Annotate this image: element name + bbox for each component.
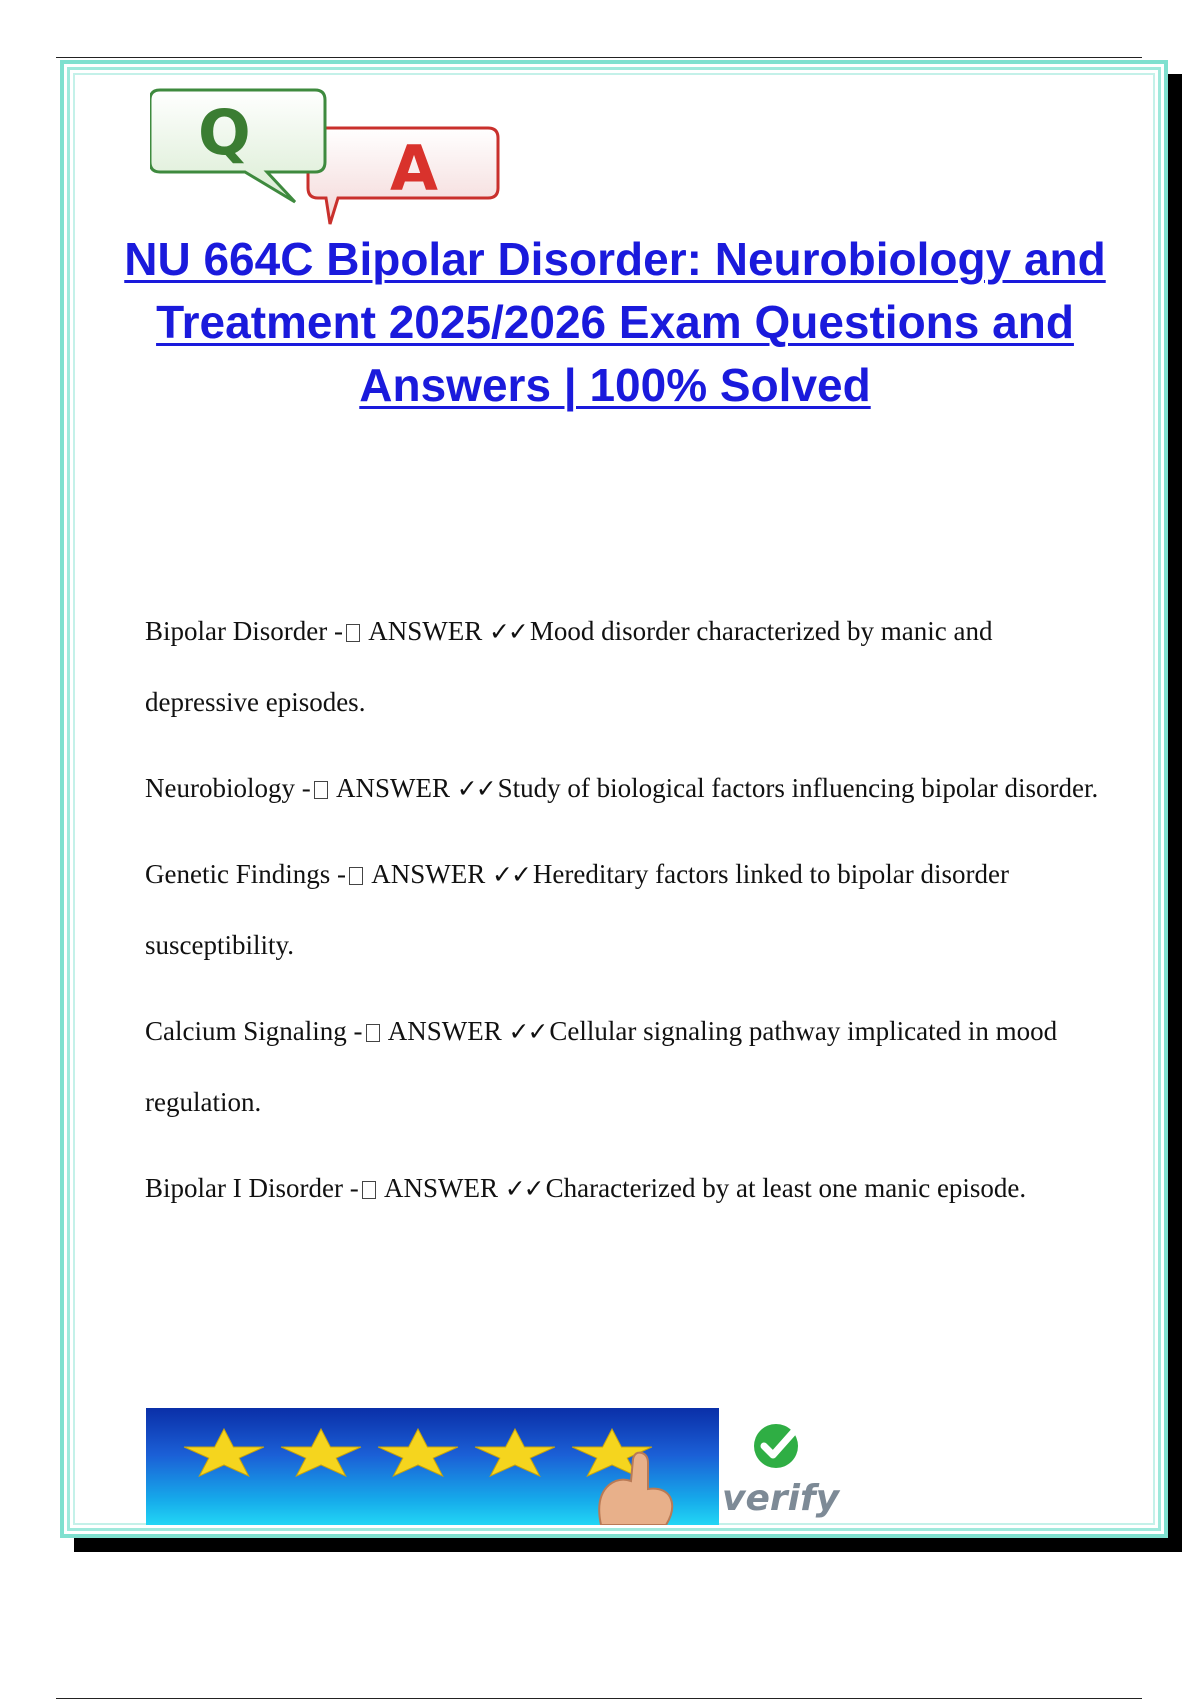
entry-definition: Mood disorder characterized by manic and depressive episodes. (145, 616, 993, 717)
entry-term: Bipolar I Disorder (145, 1173, 343, 1203)
missing-glyph-icon (346, 624, 360, 642)
answer-label: ANSWER (368, 616, 483, 646)
a-bubble-icon (308, 128, 498, 224)
qa-entry: Bipolar Disorder - ANSWER ✓✓ Mood disorder characterized by manic and depressive episodes. (145, 616, 993, 717)
entry-definition: Hereditary factors linked to bipolar disorder susceptibility. (145, 859, 1009, 960)
answer-label: ANSWER (336, 773, 450, 803)
entry-definition: Cellular signaling pathway implicated in mood regulation. (145, 1016, 1058, 1117)
star-icon (281, 1429, 361, 1476)
document-title-link[interactable]: NU 664C Bipolar Disorder: Neurobiology and Treatment 2025/2026 Exam Questions and Answers | 100% Solved (124, 233, 1106, 411)
entry-term: Neurobiology (145, 773, 295, 803)
entry-term: Calcium Signaling (145, 1016, 347, 1046)
rating-stars (146, 1408, 719, 1525)
top-rule (56, 57, 1142, 58)
verify-badge (722, 1412, 842, 1524)
double-check-icon: ✓✓ (488, 617, 527, 646)
q-letter: Q (198, 96, 251, 169)
answer-label: ANSWER (371, 859, 486, 889)
verify-check-icon (722, 1412, 842, 1482)
rating-banner (146, 1408, 719, 1525)
q-bubble-icon (150, 90, 325, 202)
answer-label: ANSWER (387, 1016, 502, 1046)
qa-logo (150, 82, 510, 232)
entry-definition: Study of biological factors influencing bipolar disorder. (497, 773, 1099, 803)
missing-glyph-icon (314, 781, 328, 799)
entry-definition: Characterized by at least one manic episode. (545, 1173, 1027, 1203)
answer-label: ANSWER (383, 1173, 498, 1203)
double-check-icon: ✓✓ (492, 860, 530, 889)
qa-entry: Neurobiology - ANSWER ✓✓ Study of biological factors influencing bipolar disorder. (145, 773, 1099, 803)
double-check-icon: ✓✓ (504, 1174, 543, 1203)
double-check-icon: ✓✓ (508, 1017, 547, 1046)
qa-entry: Genetic Findings - ANSWER ✓✓ Hereditary factors linked to bipolar disorder susceptibility. (145, 859, 1009, 960)
a-letter: A (390, 132, 438, 205)
verify-label: verify (722, 1478, 840, 1519)
qa-list (145, 596, 1105, 1239)
missing-glyph-icon (349, 867, 363, 885)
entry-term: Genetic Findings (145, 859, 331, 889)
missing-glyph-icon (362, 1181, 376, 1199)
star-icon (184, 1429, 264, 1476)
double-check-icon: ✓✓ (456, 774, 495, 803)
entry-term: Bipolar Disorder (145, 616, 328, 646)
bottom-rule (56, 1698, 1142, 1699)
star-icon (378, 1429, 458, 1476)
star-icon (475, 1429, 555, 1476)
qa-entry: Calcium Signaling - ANSWER ✓✓ Cellular signaling pathway implicated in mood regulation. (145, 1016, 1058, 1117)
qa-entry: Bipolar I Disorder - ANSWER ✓✓ Characterized by at least one manic episode. (145, 1173, 1027, 1203)
missing-glyph-icon (366, 1024, 380, 1042)
